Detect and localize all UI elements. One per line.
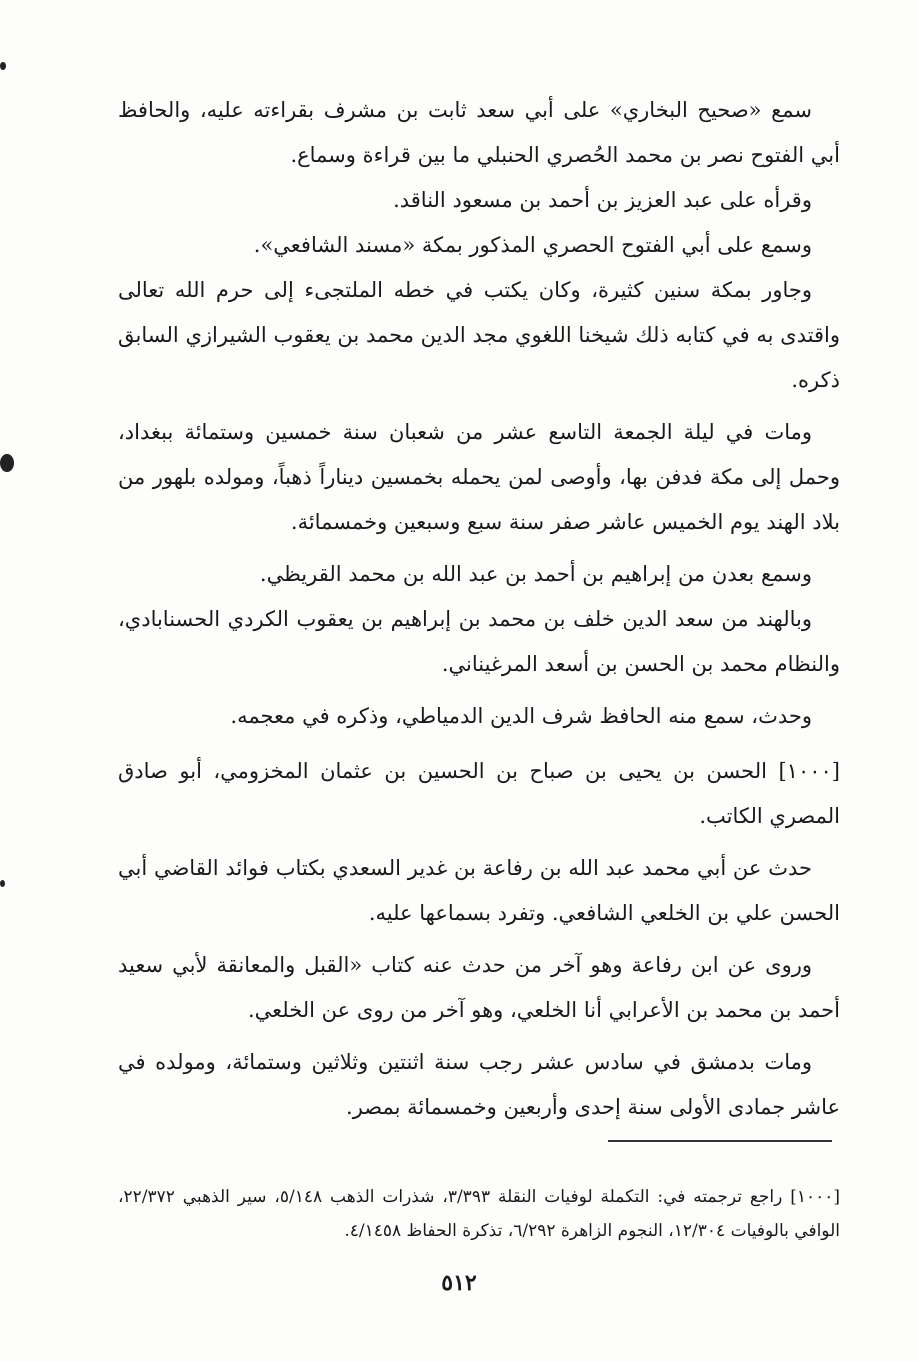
paragraph: سمع «صحيح البخاري» على أبي سعد ثابت بن مشرف بقراءته عليه، والحافظ أبي الفتوح نصر بن محمد الحُصري الحنبلي ما بين قراءة وسماع.	[118, 98, 840, 167]
paragraph: وبالهند من سعد الدين خلف بن محمد بن إبراهيم بن يعقوب الكردي الحسنابادي، والنظام محمد بن الحسن بن أسعد المرغيناني.	[118, 607, 840, 676]
main-text	[118, 88, 840, 1130]
footnote: [١٠٠٠] راجع ترجمته في: التكملة لوفيات النقلة ٣/٣٩٣، شذرات الذهب ٥/١٤٨، سير الذهبي ٢٢/٣٧٢، الوافي بالوفيات ١٢/٣٠٤، النجوم الزاهرة ٦/٢٩٢، تذكرة الحفاظ ٤/١٤٥٨.	[118, 1187, 840, 1241]
scan-speck	[0, 62, 6, 70]
scan-speck	[0, 454, 14, 472]
footnote-divider	[608, 1140, 832, 1142]
paragraph: وسمع بعدن من إبراهيم بن أحمد بن عبد الله بن محمد القريظي.	[259, 562, 812, 586]
paragraph: ومات في ليلة الجمعة التاسع عشر من شعبان سنة خمسين وستمائة ببغداد، وحمل إلى مكة فدفن بها، وأوصى لمن يحمله بخمسين ديناراً ذهباً، ومولده بلهور من بلاد الهند يوم الخميس عاشر صفر سنة سبع وسبعين وخمسمائة.	[118, 420, 840, 534]
page-number: ٥١٢	[441, 1270, 477, 1296]
paragraph: وحدث، سمع منه الحافظ شرف الدين الدمياطي، وذكره في معجمه.	[230, 704, 812, 728]
entry-heading: [١٠٠٠] الحسن بن يحيى بن صباح بن الحسين بن عثمان المخزومي، أبو صادق المصري الكاتب.	[118, 759, 840, 828]
paragraph: ومات بدمشق في سادس عشر رجب سنة اثنتين وثلاثين وستمائة، ومولده في عاشر جمادى الأولى سنة إحدى وأربعين وخمسمائة بمصر.	[118, 1050, 840, 1119]
paragraph: وقرأه على عبد العزيز بن أحمد بن مسعود الناقد.	[393, 188, 812, 212]
paragraph: وجاور بمكة سنين كثيرة، وكان يكتب في خطه الملتجىء إلى حرم الله تعالى واقتدى به في كتابه ذلك شيخنا اللغوي مجد الدين محمد بن يعقوب الشيرازي السابق ذكره.	[118, 278, 840, 392]
scan-speck	[0, 880, 5, 887]
paragraph: وروى عن ابن رفاعة وهو آخر من حدث عنه كتاب «القبل والمعانقة لأبي سعيد أحمد بن محمد بن الأعرابي أنا الخلعي، وهو آخر من روى عن الخلعي.	[118, 953, 840, 1022]
paragraph: وسمع على أبي الفتوح الحصري المذكور بمكة «مسند الشافعي».	[253, 233, 812, 257]
paragraph: حدث عن أبي محمد عبد الله بن رفاعة بن غدير السعدي بكتاب فوائد القاضي أبي الحسن علي بن الخلعي الشافعي. وتفرد بسماعها عليه.	[118, 856, 840, 925]
